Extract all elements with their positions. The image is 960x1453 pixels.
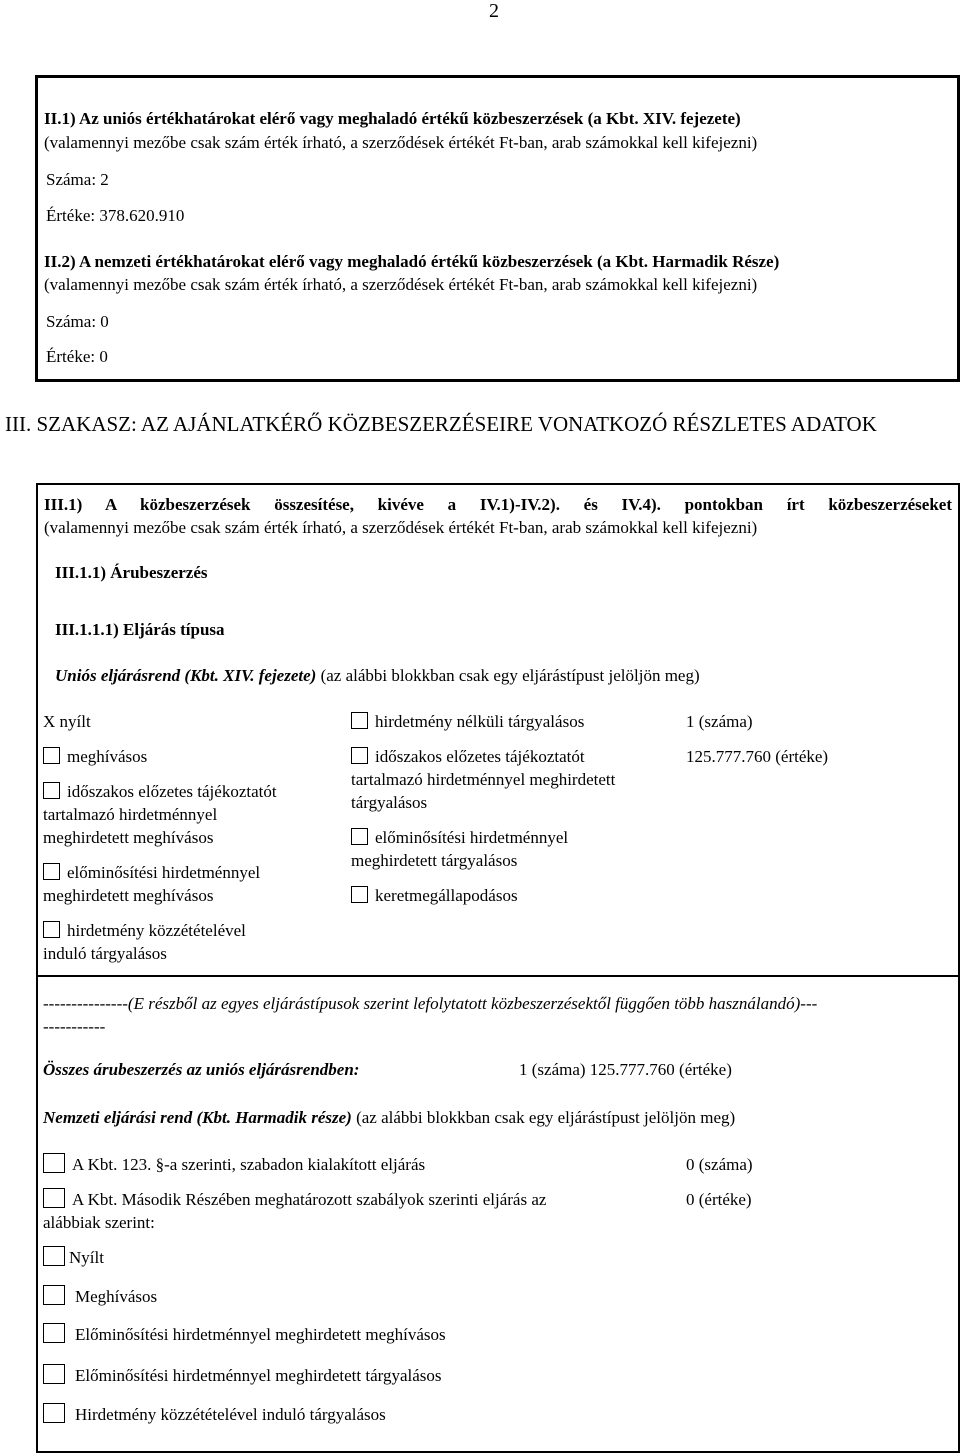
checkbox-icon[interactable] <box>351 712 368 729</box>
national-prequal-restricted-option[interactable] <box>43 1323 446 1346</box>
eu-total-values: 1 (száma) 125.777.760 (értéke) <box>519 1060 732 1079</box>
eu-prequal-restricted-option[interactable] <box>43 861 260 884</box>
eu-periodic-restricted-label-1: időszakos előzetes tájékoztatót <box>67 782 277 801</box>
section-2-2-count: Száma: 0 <box>46 312 109 331</box>
national-regime-note: (az alábbi blokkban csak egy eljárástípust jelöljön meg) <box>351 1108 736 1127</box>
section-2-1-note: (valamennyi mezőbe csak szám érték írható, a szerződések értékét Ft-ban, arab számokkal kell kifejezni) <box>44 133 758 152</box>
eu-prequal-restricted-label-1: előminősítési hirdetménnyel <box>67 863 261 882</box>
eu-prequal-negotiated-label-2: meghirdetett tárgyalásos <box>351 851 518 870</box>
eu-prequal-restricted-label-2: meghirdetett meghívásos <box>43 886 214 905</box>
eu-framework-label: keretmegállapodásos <box>375 886 518 905</box>
checkbox-icon[interactable] <box>351 886 368 903</box>
eu-periodic-restricted-label-2: tartalmazó hirdetménnyel <box>43 805 218 824</box>
national-regime-label: Nemzeti eljárási rend (Kbt. Harmadik része) <box>43 1108 352 1127</box>
eu-prequal-negotiated-label-1: előminősítési hirdetménnyel <box>375 828 569 847</box>
eu-periodic-negotiated-label-2: tartalmazó hirdetménnyel meghirdetett <box>351 770 616 789</box>
national-prequal-restricted-label: Előminősítési hirdetménnyel meghirdetett meghívásos <box>75 1325 446 1344</box>
national-art123-option[interactable] <box>43 1153 425 1176</box>
national-part2-label-2: alábbiak szerint: <box>43 1213 155 1232</box>
eu-negotiated-no-notice-option[interactable] <box>351 710 584 733</box>
procedure-type-heading: III.1.1.1) Eljárás típusa <box>55 620 225 639</box>
eu-regime-line <box>55 664 700 687</box>
eu-total-label: Összes árubeszerzés az uniós eljárásrendben: <box>43 1060 360 1079</box>
national-restricted-label: Meghívásos <box>75 1287 158 1306</box>
section-2-2-note: (valamennyi mezőbe csak szám érték írható, a szerződések értékét Ft-ban, arab számokkal kell kifejezni) <box>44 275 758 294</box>
eu-negotiated-notice-label-1: hirdetmény közzétételével <box>67 921 246 940</box>
national-value: 0 (értéke) <box>686 1190 752 1209</box>
checkbox-icon[interactable] <box>43 921 60 938</box>
dash-note-end: --- <box>800 994 818 1013</box>
eu-regime-label: Uniós eljárásrend (Kbt. XIV. fejezete) <box>55 666 317 685</box>
section-2-1-value: Értéke: 378.620.910 <box>46 206 185 225</box>
eu-restricted-option[interactable] <box>43 745 147 768</box>
section-2-1-heading: II.1) Az uniós értékhatárokat elérő vagy meghaladó értékű közbeszerzések (a Kbt. XIV. fejezete) <box>44 109 741 128</box>
national-prequal-negotiated-option[interactable] <box>43 1364 442 1387</box>
checkbox-icon[interactable] <box>43 1153 65 1173</box>
national-negotiated-notice-label: Hirdetmény közzétételével induló tárgyalásos <box>75 1405 386 1424</box>
national-part2-label-1: A Kbt. Második Részében meghatározott szabályok szerinti eljárás az <box>72 1190 547 1209</box>
national-count: 0 (száma) <box>686 1155 753 1174</box>
eu-negotiated-notice-label-2: induló tárgyalásos <box>43 944 167 963</box>
dash-note-text: (E részből az egyes eljárástípusok szerint lefolytatott közbeszerzésektől függően több használandó) <box>127 994 801 1013</box>
national-open-label: Nyílt <box>69 1248 104 1267</box>
national-negotiated-notice-option[interactable] <box>43 1403 386 1426</box>
section-3-1-heading: III.1) A közbeszerzések összesítése, kivéve a IV.1)-IV.2). és IV.4). pontokban írt közbeszerzéseket <box>44 495 952 514</box>
checkbox-icon[interactable] <box>43 1188 65 1208</box>
goods-heading: III.1.1) Árubeszerzés <box>55 563 208 582</box>
checkbox-icon[interactable] <box>351 747 368 764</box>
checkbox-icon[interactable] <box>43 782 60 799</box>
section-divider <box>38 975 960 977</box>
checkbox-icon[interactable] <box>43 1364 65 1384</box>
eu-framework-option[interactable] <box>351 884 518 907</box>
dash-note-start: --------------- <box>43 994 128 1013</box>
checkbox-icon[interactable] <box>43 1246 65 1266</box>
eu-open-option[interactable]: X nyílt <box>43 712 91 731</box>
eu-periodic-restricted-option[interactable] <box>43 780 277 803</box>
eu-negotiated-no-notice-label: hirdetmény nélküli tárgyalásos <box>375 712 585 731</box>
eu-periodic-restricted-label-3: meghirdetett meghívásos <box>43 828 214 847</box>
eu-prequal-negotiated-option[interactable] <box>351 826 568 849</box>
section-2-2-heading: II.2) A nemzeti értékhatárokat elérő vagy meghaladó értékű közbeszerzések (a Kbt. Harmadik Része) <box>44 252 780 271</box>
page-number: 2 <box>489 0 499 22</box>
checkbox-icon[interactable] <box>43 747 60 764</box>
eu-periodic-negotiated-option[interactable] <box>351 745 585 768</box>
national-open-option[interactable] <box>43 1246 104 1269</box>
national-part2-option[interactable] <box>43 1188 546 1211</box>
checkbox-icon[interactable] <box>43 1285 65 1305</box>
section-3-heading: III. SZAKASZ: AZ AJÁNLATKÉRŐ KÖZBESZERZÉSEIRE VONATKOZÓ RÉSZLETES ADATOK <box>5 412 877 436</box>
national-art123-label: A Kbt. 123. §-a szerinti, szabadon kialakított eljárás <box>72 1155 426 1174</box>
checkbox-icon[interactable] <box>43 1323 65 1343</box>
national-prequal-negotiated-label: Előminősítési hirdetménnyel meghirdetett tárgyalásos <box>75 1366 442 1385</box>
section-2-1-count: Száma: 2 <box>46 170 109 189</box>
section-3-1-note: (valamennyi mezőbe csak szám érték írható, a szerződések értékét Ft-ban, arab számokkal kell kifejezni) <box>44 518 758 537</box>
eu-negotiated-notice-option[interactable] <box>43 919 246 942</box>
national-regime-line <box>43 1106 735 1129</box>
eu-count: 1 (száma) <box>686 712 753 731</box>
checkbox-icon[interactable] <box>351 828 368 845</box>
eu-restricted-label: meghívásos <box>67 747 148 766</box>
eu-regime-note: (az alábbi blokkban csak egy eljárástípust jelöljön meg) <box>316 666 700 685</box>
checkbox-icon[interactable] <box>43 863 60 880</box>
eu-value: 125.777.760 (értéke) <box>686 747 829 766</box>
eu-periodic-negotiated-label-1: időszakos előzetes tájékoztatót <box>375 747 585 766</box>
section-2-2-value: Értéke: 0 <box>46 347 108 366</box>
national-restricted-option[interactable] <box>43 1285 157 1308</box>
eu-periodic-negotiated-label-3: tárgyalásos <box>351 793 428 812</box>
dash-note-line-2: ----------- <box>43 1017 106 1036</box>
checkbox-icon[interactable] <box>43 1403 65 1423</box>
dash-note <box>43 992 817 1015</box>
